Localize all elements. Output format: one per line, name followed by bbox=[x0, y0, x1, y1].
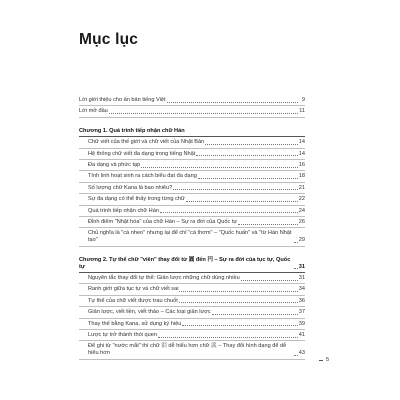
toc-entry-title: Chương 2. Tự thể chữ "viên" thay đổi từ 圓 đến 円 – Sự ra đời của tục tự, Quốc tự bbox=[79, 256, 291, 270]
toc-entry-title: Chủ nghĩa là "cá nheo" nhưng lại để chỉ "cá thơm" – "Quốc huấn" và "từ Hán Nhật tạo" bbox=[88, 230, 292, 244]
page-number-dash bbox=[319, 360, 323, 361]
toc-entry[interactable] bbox=[79, 160, 305, 171]
toc-entry-page: 22 bbox=[298, 196, 305, 203]
toc-entry-preface[interactable] bbox=[79, 106, 305, 117]
toc-entry[interactable] bbox=[79, 341, 305, 359]
toc-entry[interactable] bbox=[79, 330, 305, 341]
leader-dots bbox=[198, 178, 298, 179]
toc-chapter-1[interactable] bbox=[79, 126, 305, 137]
toc-entry-title: Tính linh hoạt sinh ra cách biểu đạt đa dạng bbox=[88, 173, 197, 180]
leader-dots bbox=[196, 155, 297, 156]
toc-entry-title: Đa dạng và phức tạp bbox=[88, 161, 141, 168]
leader-dots bbox=[167, 102, 298, 103]
leader-dots bbox=[241, 280, 298, 281]
toc-chapter-2[interactable] bbox=[79, 255, 305, 273]
toc-entry-page: 9 bbox=[301, 97, 305, 103]
toc-entry-page: 29 bbox=[298, 237, 305, 244]
toc-entry[interactable] bbox=[79, 149, 305, 160]
toc-entry-title: Hệ thống chữ viết đa dạng trong tiếng Nhật bbox=[88, 150, 196, 157]
leader-dots bbox=[294, 355, 298, 356]
toc-entry[interactable] bbox=[79, 171, 305, 182]
toc-entry-page: 31 bbox=[298, 275, 305, 282]
toc-entry-page: 39 bbox=[298, 320, 305, 327]
leader-dots bbox=[182, 325, 297, 326]
leader-dots bbox=[179, 302, 298, 303]
toc-entry-title: Ranh giới giữa tục tự và chữ viết sai bbox=[88, 286, 179, 293]
toc-entry-page: 21 bbox=[298, 184, 305, 191]
section-gap bbox=[79, 118, 305, 126]
toc-entry-page: 14 bbox=[298, 139, 305, 146]
leader-dots bbox=[109, 113, 298, 114]
toc-entry-title: Sự đa dạng có thể thấy trong từng chữ bbox=[88, 196, 185, 203]
toc-entry-title: Để ghi từ "nước mắt" thì chữ 泪 dễ hiểu hơn chữ 涙 – Thay đổi hình dạng để dễ hiểu hơn bbox=[88, 343, 287, 357]
toc-entry-intro-vietnamese-edition[interactable] bbox=[79, 95, 305, 106]
toc-entry-page: 31 bbox=[298, 263, 305, 270]
leader-dots bbox=[179, 291, 297, 292]
toc-entry-title: Lược tự trở thành thói quen bbox=[88, 332, 157, 339]
page-number-value: 5 bbox=[326, 357, 330, 363]
leader-dots bbox=[294, 242, 298, 243]
toc-entry-title: Giản lược, viết liền, viết thảo – Các loại giản lược bbox=[88, 309, 211, 316]
leader-dots bbox=[212, 314, 298, 315]
toc-entry-page: 34 bbox=[298, 286, 305, 293]
toc-entry[interactable] bbox=[79, 284, 305, 295]
table-of-contents bbox=[79, 95, 305, 360]
toc-entry-title: Nguyên tắc thay đổi tự thể: Giản lược những chữ dùng nhiều bbox=[88, 275, 240, 282]
toc-entry[interactable] bbox=[79, 194, 305, 205]
toc-entry-title: Lời mở đầu bbox=[79, 108, 108, 115]
toc-entry-title: Tự thể của chữ viết được trau chuốt bbox=[88, 297, 178, 304]
toc-entry-title: Đỉnh điểm "Nhật hóa" của chữ Hán – Sự ra đời của Quốc tự bbox=[88, 218, 238, 225]
section-gap bbox=[79, 247, 305, 255]
toc-entry[interactable] bbox=[79, 206, 305, 217]
toc-entry-page: 11 bbox=[299, 108, 305, 115]
toc-entry-page: 14 bbox=[298, 150, 305, 157]
leader-dots bbox=[205, 144, 298, 145]
toc-entry[interactable] bbox=[79, 228, 305, 246]
toc-entry-page: 43 bbox=[298, 350, 305, 357]
toc-entry-page: 26 bbox=[298, 218, 305, 225]
toc-entry-title: Lời giới thiệu cho ấn bản tiếng Việt bbox=[79, 97, 166, 103]
toc-entry-page: 37 bbox=[298, 309, 305, 316]
toc-entry[interactable] bbox=[79, 307, 305, 318]
toc-entry[interactable] bbox=[79, 137, 305, 148]
toc-entry-page: 24 bbox=[298, 207, 305, 214]
toc-entry[interactable] bbox=[79, 296, 305, 307]
page-number bbox=[319, 357, 329, 363]
leader-dots bbox=[158, 337, 298, 338]
toc-entry-title: Quá trình tiếp nhận chữ Hán bbox=[88, 207, 159, 214]
page-title: Mục lục bbox=[79, 31, 139, 48]
leader-dots bbox=[160, 212, 298, 213]
toc-entry-title: Chữ viết của thế giới và chữ viết của Nhật Bản bbox=[88, 139, 205, 146]
toc-entry-title: Thay thế bằng Kana, sử dụng ký hiệu bbox=[88, 320, 182, 327]
leader-dots bbox=[186, 201, 298, 202]
leader-dots bbox=[173, 189, 298, 190]
toc-entry[interactable] bbox=[79, 319, 305, 330]
toc-entry[interactable] bbox=[79, 217, 305, 228]
toc-entry-page: 16 bbox=[298, 161, 305, 168]
toc-entry-title: Số lượng chữ Kana là bao nhiêu? bbox=[88, 184, 173, 191]
toc-entry[interactable] bbox=[79, 183, 305, 194]
leader-dots bbox=[238, 224, 298, 225]
toc-entry-title: Chương 1. Quá trình tiếp nhận chữ Hán bbox=[79, 127, 185, 134]
toc-entry-page: 41 bbox=[298, 332, 305, 339]
toc-entry-page: 18 bbox=[298, 173, 305, 180]
leader-dots bbox=[294, 268, 298, 269]
leader-dots bbox=[141, 167, 298, 168]
toc-entry-page: 36 bbox=[298, 297, 305, 304]
toc-entry[interactable] bbox=[79, 273, 305, 284]
